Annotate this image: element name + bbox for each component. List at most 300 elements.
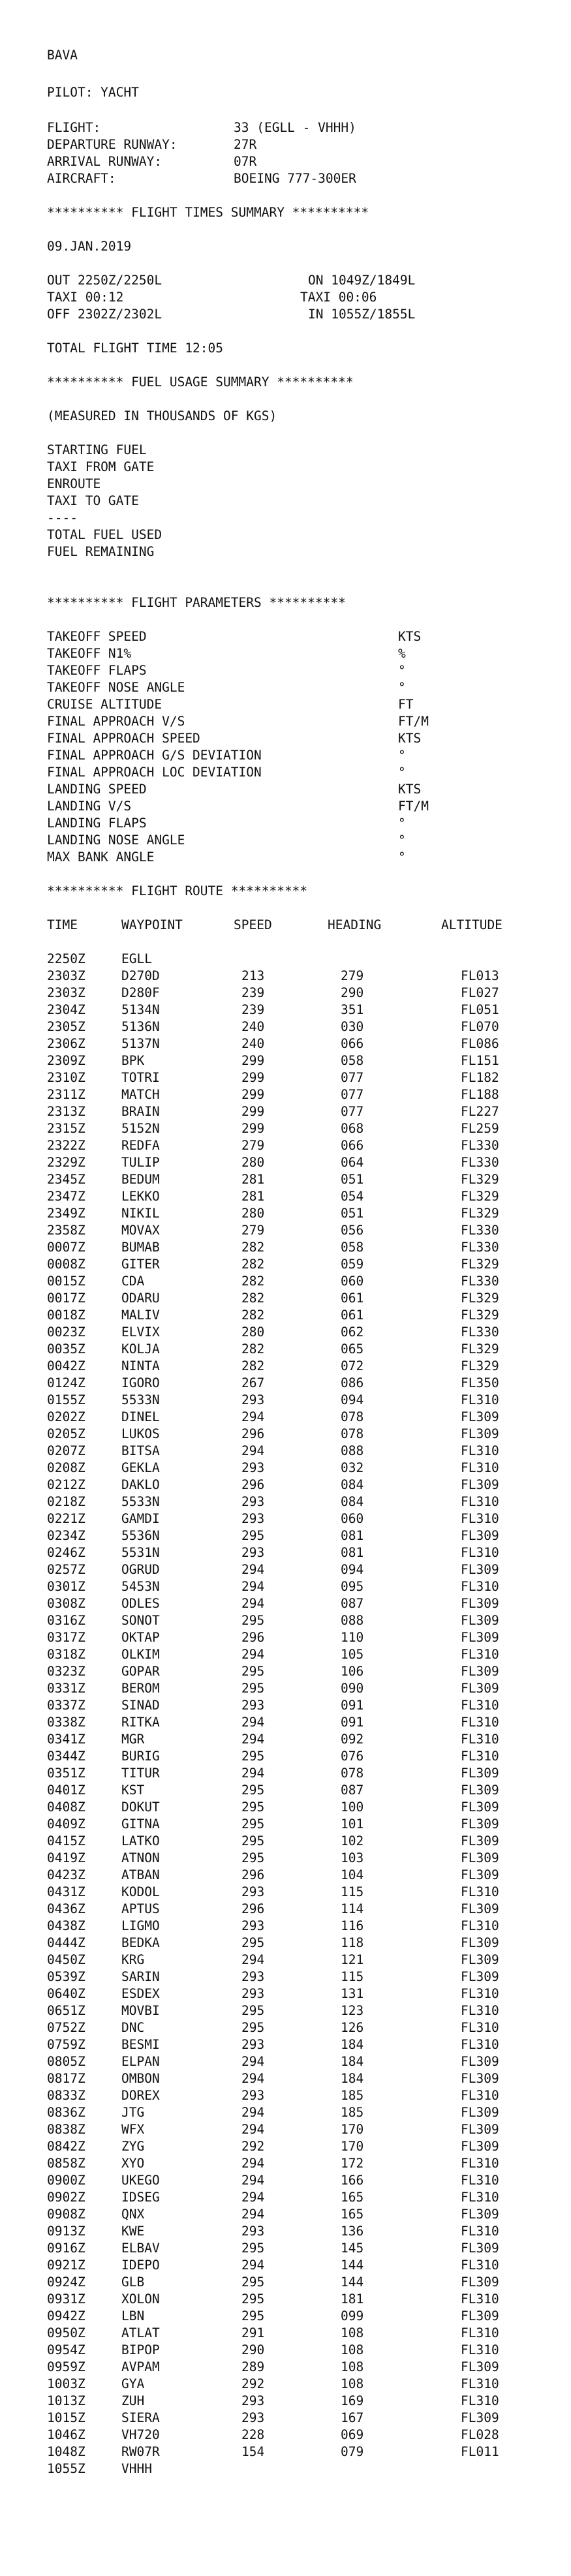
route-waypoint: GLB — [121, 2275, 145, 2290]
route-heading-value: 185 — [341, 2088, 364, 2103]
route-time: 0921Z — [47, 2258, 85, 2273]
route-altitude: FL310 — [461, 1647, 499, 1662]
route-heading-value: 115 — [341, 1969, 364, 1984]
route-speed: 280 — [241, 1325, 265, 1340]
route-time: 0942Z — [47, 2308, 85, 2323]
route-waypoint: MALIV — [121, 1308, 160, 1323]
route-waypoint: ELPAN — [121, 2054, 160, 2069]
route-speed: 292 — [241, 2376, 265, 2391]
route-heading-value: 351 — [341, 1002, 364, 1017]
route-altitude: FL310 — [461, 2156, 499, 2171]
params-heading-text: ********** FLIGHT PARAMETERS ********** — [47, 595, 346, 610]
route-speed: 154 — [241, 2444, 265, 2459]
route-waypoint: TULIP — [121, 1155, 160, 1170]
route-heading-value: 181 — [341, 2292, 364, 2307]
route-altitude: FL070 — [461, 1019, 499, 1034]
route-speed: 295 — [241, 1681, 265, 1696]
route-waypoint: REDFA — [121, 1138, 160, 1153]
route-speed: 299 — [241, 1104, 265, 1119]
route-time: 0950Z — [47, 2325, 85, 2340]
times-row-out — [0, 272, 416, 289]
route-altitude: FL309 — [461, 1477, 499, 1492]
route-time: 0035Z — [47, 1342, 85, 1357]
route-heading-value: 065 — [341, 1342, 364, 1357]
route-waypoint: IGORO — [121, 1375, 160, 1390]
route-speed: 294 — [241, 1562, 265, 1577]
route-altitude: FL182 — [461, 1070, 499, 1085]
route-time: 0018Z — [47, 1308, 85, 1323]
flight-label: FLIGHT: — [47, 120, 101, 135]
route-waypoint: EGLL — [121, 951, 152, 966]
times-row-off — [0, 306, 416, 323]
param-unit: ° — [398, 663, 406, 678]
route-altitude: FL310 — [461, 1579, 499, 1594]
route-waypoint: ELVIX — [121, 1325, 160, 1340]
route-time: 0338Z — [47, 1715, 85, 1730]
route-time: 0246Z — [47, 1545, 85, 1560]
route-altitude: FL310 — [461, 2224, 499, 2239]
route-waypoint: 5137N — [121, 1036, 160, 1051]
route-time: 0221Z — [47, 1511, 85, 1526]
route-speed: 296 — [241, 1630, 265, 1645]
param-unit: % — [398, 646, 406, 661]
route-waypoint: AVPAM — [121, 2359, 160, 2374]
route-time: 0007Z — [47, 1240, 85, 1255]
route-time: 0408Z — [47, 1800, 85, 1815]
route-speed: 239 — [241, 985, 265, 1000]
route-heading-value: 106 — [341, 1664, 364, 1679]
route-speed: 293 — [241, 1511, 265, 1526]
route-time: 0331Z — [47, 1681, 85, 1696]
route-heading-value: 102 — [341, 1833, 364, 1848]
route-time: 0954Z — [47, 2342, 85, 2357]
route-altitude: FL151 — [461, 1053, 499, 1068]
route-time: 0401Z — [47, 1783, 85, 1798]
route-time: 0257Z — [47, 1562, 85, 1577]
param-unit: ° — [398, 816, 406, 831]
route-time: 2311Z — [47, 1087, 85, 1102]
col-altitude: ALTITUDE — [441, 917, 502, 932]
route-heading-value: 061 — [341, 1308, 364, 1323]
route-heading-value: 108 — [341, 2359, 364, 2374]
route-altitude: FL310 — [461, 1392, 499, 1407]
route-heading-value: 064 — [341, 1155, 364, 1170]
route-waypoint: RW07R — [121, 2444, 160, 2459]
route-altitude: FL309 — [461, 2207, 499, 2222]
route-heading-value: 078 — [341, 1766, 364, 1781]
route-heading-value: 170 — [341, 2139, 364, 2154]
route-waypoint: LBN — [121, 2308, 145, 2323]
route-altitude: FL309 — [461, 1833, 499, 1848]
route-waypoint: ATBAN — [121, 1867, 160, 1882]
route-time: 0805Z — [47, 2054, 85, 2069]
route-heading-value: 077 — [341, 1070, 364, 1085]
route-time: 0924Z — [47, 2275, 85, 2290]
route-heading-value: 072 — [341, 1358, 364, 1373]
route-speed: 296 — [241, 1477, 265, 1492]
route-heading-value: 066 — [341, 1138, 364, 1153]
route-speed: 293 — [241, 1460, 265, 1475]
route-altitude: FL329 — [461, 1358, 499, 1373]
route-speed: 294 — [241, 2122, 265, 2137]
route-speed: 281 — [241, 1189, 265, 1204]
route-speed: 293 — [241, 2393, 265, 2408]
route-waypoint: WFX — [121, 2122, 145, 2137]
param-label: MAX BANK ANGLE — [47, 850, 155, 865]
route-altitude: FL309 — [461, 1630, 499, 1645]
route-time: 0341Z — [47, 1732, 85, 1747]
param-label: FINAL APPROACH G/S DEVIATION — [47, 748, 262, 763]
route-heading-value: 136 — [341, 2224, 364, 2239]
route-waypoint: OLKIM — [121, 1647, 160, 1662]
route-speed: 294 — [241, 2190, 265, 2205]
route-speed: 293 — [241, 1545, 265, 1560]
route-time: 0023Z — [47, 1325, 85, 1340]
route-time: 0959Z — [47, 2359, 85, 2374]
route-speed: 282 — [241, 1240, 265, 1255]
route-altitude: FL309 — [461, 2054, 499, 2069]
route-heading-value: 166 — [341, 2173, 364, 2188]
route-heading-value: 131 — [341, 1986, 364, 2001]
fuel-total-label: TOTAL FUEL USED — [47, 527, 162, 542]
route-heading-value: 116 — [341, 1918, 364, 1933]
route-altitude: FL329 — [461, 1291, 499, 1306]
route-waypoint: LUKOS — [121, 1426, 160, 1441]
route-altitude: FL310 — [461, 1698, 499, 1713]
route-waypoint: TOTRI — [121, 1070, 160, 1085]
route-speed: 294 — [241, 1443, 265, 1458]
route-heading-value: 032 — [341, 1460, 364, 1475]
route-heading-value: 095 — [341, 1579, 364, 1594]
route-time: 2345Z — [47, 1172, 85, 1187]
route-waypoint: KRG — [121, 1952, 145, 1967]
route-time: 2322Z — [47, 1138, 85, 1153]
route-heading-value: 081 — [341, 1545, 364, 1560]
route-altitude: FL310 — [461, 2325, 499, 2340]
route-altitude: FL309 — [461, 2241, 499, 2256]
route-altitude: FL310 — [461, 1443, 499, 1458]
route-heading-value: 121 — [341, 1952, 364, 1967]
route-speed: 299 — [241, 1053, 265, 1068]
route-speed: 293 — [241, 1698, 265, 1713]
param-label: FINAL APPROACH V/S — [47, 714, 185, 729]
route-waypoint: BUMAB — [121, 1240, 160, 1255]
route-speed: 293 — [241, 1392, 265, 1407]
route-speed: 293 — [241, 1986, 265, 2001]
route-speed: 228 — [241, 2427, 265, 2442]
route-altitude: FL309 — [461, 2275, 499, 2290]
taxi-in-time: TAXI 00:06 — [300, 290, 377, 305]
route-altitude: FL309 — [461, 2359, 499, 2374]
arrival-runway-line — [0, 153, 257, 170]
route-heading-value: 118 — [341, 1935, 364, 1950]
route-time: 0205Z — [47, 1426, 85, 1441]
route-time: 0042Z — [47, 1358, 85, 1373]
route-speed: 295 — [241, 1850, 265, 1865]
route-altitude: FL051 — [461, 1002, 499, 1017]
route-time: 0317Z — [47, 1630, 85, 1645]
route-altitude: FL309 — [461, 1613, 499, 1628]
route-waypoint: GEKLA — [121, 1460, 160, 1475]
route-altitude: FL330 — [461, 1155, 499, 1170]
route-altitude: FL309 — [461, 1969, 499, 1984]
col-heading: HEADING — [328, 917, 382, 932]
route-speed: 280 — [241, 1206, 265, 1221]
route-heading-value: 092 — [341, 1732, 364, 1747]
route-time: 0931Z — [47, 2292, 85, 2307]
route-heading-value: 051 — [341, 1172, 364, 1187]
route-waypoint: ELBAV — [121, 2241, 160, 2256]
route-altitude: FL011 — [461, 2444, 499, 2459]
route-time: 0212Z — [47, 1477, 85, 1492]
aircraft-value: BOEING 777-300ER — [234, 171, 356, 186]
col-time: TIME — [47, 917, 78, 932]
route-time: 0759Z — [47, 2037, 85, 2052]
route-time: 0316Z — [47, 1613, 85, 1628]
route-altitude: FL310 — [461, 1749, 499, 1764]
param-label: LANDING NOSE ANGLE — [47, 833, 185, 848]
route-speed: 295 — [241, 2020, 265, 2035]
route-heading-value: 145 — [341, 2241, 364, 2256]
route-time: 0444Z — [47, 1935, 85, 1950]
route-waypoint: 5533N — [121, 1494, 160, 1509]
arrival-runway-label: ARRIVAL RUNWAY: — [47, 154, 162, 169]
param-label: LANDING FLAPS — [47, 816, 147, 831]
param-unit: KTS — [398, 629, 422, 644]
route-speed: 240 — [241, 1019, 265, 1034]
route-waypoint: UKEGO — [121, 2173, 160, 2188]
route-heading-value: 059 — [341, 1257, 364, 1272]
route-heading-value: 068 — [341, 1121, 364, 1136]
route-altitude: FL330 — [461, 1223, 499, 1238]
route-altitude: FL330 — [461, 1325, 499, 1340]
route-waypoint: ZUH — [121, 2393, 145, 2408]
route-heading-value: 184 — [341, 2037, 364, 2052]
route-heading-value: 078 — [341, 1426, 364, 1441]
route-speed: 294 — [241, 2207, 265, 2222]
route-heading-value: 091 — [341, 1698, 364, 1713]
route-time: 1048Z — [47, 2444, 85, 2459]
route-heading-value: 126 — [341, 2020, 364, 2035]
route-altitude: FL309 — [461, 1783, 499, 1798]
route-speed: 294 — [241, 1732, 265, 1747]
route-heading-value: 108 — [341, 2342, 364, 2357]
route-altitude: FL329 — [461, 1342, 499, 1357]
param-unit: FT/M — [398, 714, 429, 729]
route-speed: 295 — [241, 1800, 265, 1815]
route-altitude: FL310 — [461, 2376, 499, 2391]
fuel-label: TAXI FROM GATE — [47, 459, 155, 474]
departure-runway-line — [0, 136, 257, 153]
route-altitude: FL028 — [461, 2427, 499, 2442]
fuel-label: TAXI TO GATE — [47, 493, 139, 508]
route-waypoint: VH720 — [121, 2427, 160, 2442]
route-altitude: FL330 — [461, 1274, 499, 1289]
param-unit: ° — [398, 833, 406, 848]
route-waypoint: DOREX — [121, 2088, 160, 2103]
route-heading-value: 054 — [341, 1189, 364, 1204]
route-altitude: FL310 — [461, 1494, 499, 1509]
param-label: FINAL APPROACH SPEED — [47, 731, 200, 746]
route-speed: 294 — [241, 1952, 265, 1967]
route-altitude: FL309 — [461, 1664, 499, 1679]
total-flight-time-text: TOTAL FLIGHT TIME 12:05 — [47, 341, 224, 356]
route-speed: 295 — [241, 1817, 265, 1832]
route-time: 0651Z — [47, 2003, 85, 2018]
route-altitude: FL350 — [461, 1375, 499, 1390]
route-altitude: FL309 — [461, 1901, 499, 1916]
route-waypoint: SINAD — [121, 1698, 160, 1713]
route-waypoint: 5453N — [121, 1579, 160, 1594]
route-time: 2304Z — [47, 1002, 85, 1017]
route-time: 0423Z — [47, 1867, 85, 1882]
route-speed: 294 — [241, 2156, 265, 2171]
route-heading-value: 115 — [341, 1884, 364, 1899]
route-waypoint: QNX — [121, 2207, 145, 2222]
route-time: 0015Z — [47, 1274, 85, 1289]
route-heading-value: 172 — [341, 2156, 364, 2171]
route-speed: 296 — [241, 1867, 265, 1882]
route-waypoint: MGR — [121, 1732, 145, 1747]
route-time: 2310Z — [47, 1070, 85, 1085]
route-speed: 282 — [241, 1291, 265, 1306]
route-heading-value: 169 — [341, 2393, 364, 2408]
route-time: 0208Z — [47, 1460, 85, 1475]
route-time: 2347Z — [47, 1189, 85, 1204]
route-speed: 295 — [241, 1664, 265, 1679]
route-heading-value: 078 — [341, 1409, 364, 1424]
route-speed: 294 — [241, 1647, 265, 1662]
route-waypoint: D280F — [121, 985, 160, 1000]
route-speed: 295 — [241, 2308, 265, 2323]
route-heading-value: 081 — [341, 1528, 364, 1543]
route-altitude: FL310 — [461, 1511, 499, 1526]
route-waypoint: ODARU — [121, 1291, 160, 1306]
route-speed: 295 — [241, 1783, 265, 1798]
route-time: 0842Z — [47, 2139, 85, 2154]
route-time: 0858Z — [47, 2156, 85, 2171]
route-altitude: FL013 — [461, 968, 499, 983]
route-altitude: FL309 — [461, 1867, 499, 1882]
route-speed: 279 — [241, 1223, 265, 1238]
flight-date: 09.JAN.2019 — [47, 239, 132, 254]
route-heading-value: 101 — [341, 1817, 364, 1832]
route-speed: 293 — [241, 2224, 265, 2239]
route-heading-value: 088 — [341, 1613, 364, 1628]
route-heading-value: 144 — [341, 2258, 364, 2273]
route-waypoint: LIGMO — [121, 1918, 160, 1933]
route-time: 1013Z — [47, 2393, 85, 2408]
route-waypoint: MOVBI — [121, 2003, 160, 2018]
route-heading-value: 123 — [341, 2003, 364, 2018]
route-waypoint: 5152N — [121, 1121, 160, 1136]
route-time: 2309Z — [47, 1053, 85, 1068]
flight-line — [0, 119, 356, 136]
route-waypoint: D270D — [121, 968, 160, 983]
aircraft-line — [0, 170, 356, 187]
route-speed: 289 — [241, 2359, 265, 2374]
route-time: 0817Z — [47, 2071, 85, 2086]
route-heading-value: 051 — [341, 1206, 364, 1221]
route-waypoint: KST — [121, 1783, 145, 1798]
route-heading-value: 077 — [341, 1104, 364, 1119]
route-heading-value: 062 — [341, 1325, 364, 1340]
route-heading-value: 144 — [341, 2275, 364, 2290]
route-speed: 280 — [241, 1155, 265, 1170]
times-row-taxi — [0, 289, 377, 306]
route-altitude: FL310 — [461, 2173, 499, 2188]
route-time: 0323Z — [47, 1664, 85, 1679]
route-speed: 295 — [241, 1749, 265, 1764]
route-speed: 294 — [241, 1766, 265, 1781]
route-speed: 299 — [241, 1087, 265, 1102]
route-speed: 282 — [241, 1274, 265, 1289]
route-heading-value: 279 — [341, 968, 364, 983]
route-heading-value: 105 — [341, 1647, 364, 1662]
param-label: TAKEOFF SPEED — [47, 629, 147, 644]
route-waypoint: JTG — [121, 2105, 145, 2120]
param-label: CRUISE ALTITUDE — [47, 697, 162, 712]
route-heading-value: 090 — [341, 1681, 364, 1696]
route-waypoint: NINTA — [121, 1358, 160, 1373]
route-heading-value: 088 — [341, 1443, 364, 1458]
route-altitude: FL188 — [461, 1087, 499, 1102]
route-altitude: FL310 — [461, 2342, 499, 2357]
route-speed: 294 — [241, 2258, 265, 2273]
route-waypoint: IDEPO — [121, 2258, 160, 2273]
route-time: 0539Z — [47, 1969, 85, 1984]
route-heading-value: 084 — [341, 1494, 364, 1509]
route-altitude: FL330 — [461, 1240, 499, 1255]
route-speed: 293 — [241, 2037, 265, 2052]
route-waypoint: ZYG — [121, 2139, 145, 2154]
route-waypoint: SARIN — [121, 1969, 160, 1984]
route-heading-value: 087 — [341, 1783, 364, 1798]
route-altitude: FL329 — [461, 1172, 499, 1187]
fuel-label: STARTING FUEL — [47, 442, 147, 457]
route-time: 0301Z — [47, 1579, 85, 1594]
route-altitude: FL259 — [461, 1121, 499, 1136]
route-heading-value: 060 — [341, 1511, 364, 1526]
route-time: 0640Z — [47, 1986, 85, 2001]
route-heading-value: 091 — [341, 1715, 364, 1730]
route-waypoint: 5134N — [121, 1002, 160, 1017]
route-waypoint: OKTAP — [121, 1630, 160, 1645]
route-heading-value: 184 — [341, 2071, 364, 2086]
route-altitude: FL329 — [461, 1206, 499, 1221]
route-speed: 294 — [241, 1715, 265, 1730]
route-heading-value: 079 — [341, 2444, 364, 2459]
time-on: ON 1049Z/1849L — [308, 273, 416, 288]
route-altitude: FL310 — [461, 2003, 499, 2018]
param-label: FINAL APPROACH LOC DEVIATION — [47, 765, 262, 780]
route-waypoint: ATNON — [121, 1850, 160, 1865]
route-waypoint: APTUS — [121, 1901, 160, 1916]
pilot-text: PILOT: YACHT — [47, 85, 139, 100]
route-time: 0318Z — [47, 1647, 85, 1662]
route-time: 0908Z — [47, 2207, 85, 2222]
route-time: 2305Z — [47, 1019, 85, 1034]
route-altitude: FL309 — [461, 2308, 499, 2323]
fuel-heading-text: ********** FUEL USAGE SUMMARY ********** — [47, 375, 354, 390]
route-waypoint: 5531N — [121, 1545, 160, 1560]
param-unit: ° — [398, 765, 406, 780]
param-unit: ° — [398, 850, 406, 865]
route-altitude: FL309 — [461, 1528, 499, 1543]
route-speed: 295 — [241, 2241, 265, 2256]
route-waypoint: MOVAX — [121, 1223, 160, 1238]
route-time: 0450Z — [47, 1952, 85, 1967]
